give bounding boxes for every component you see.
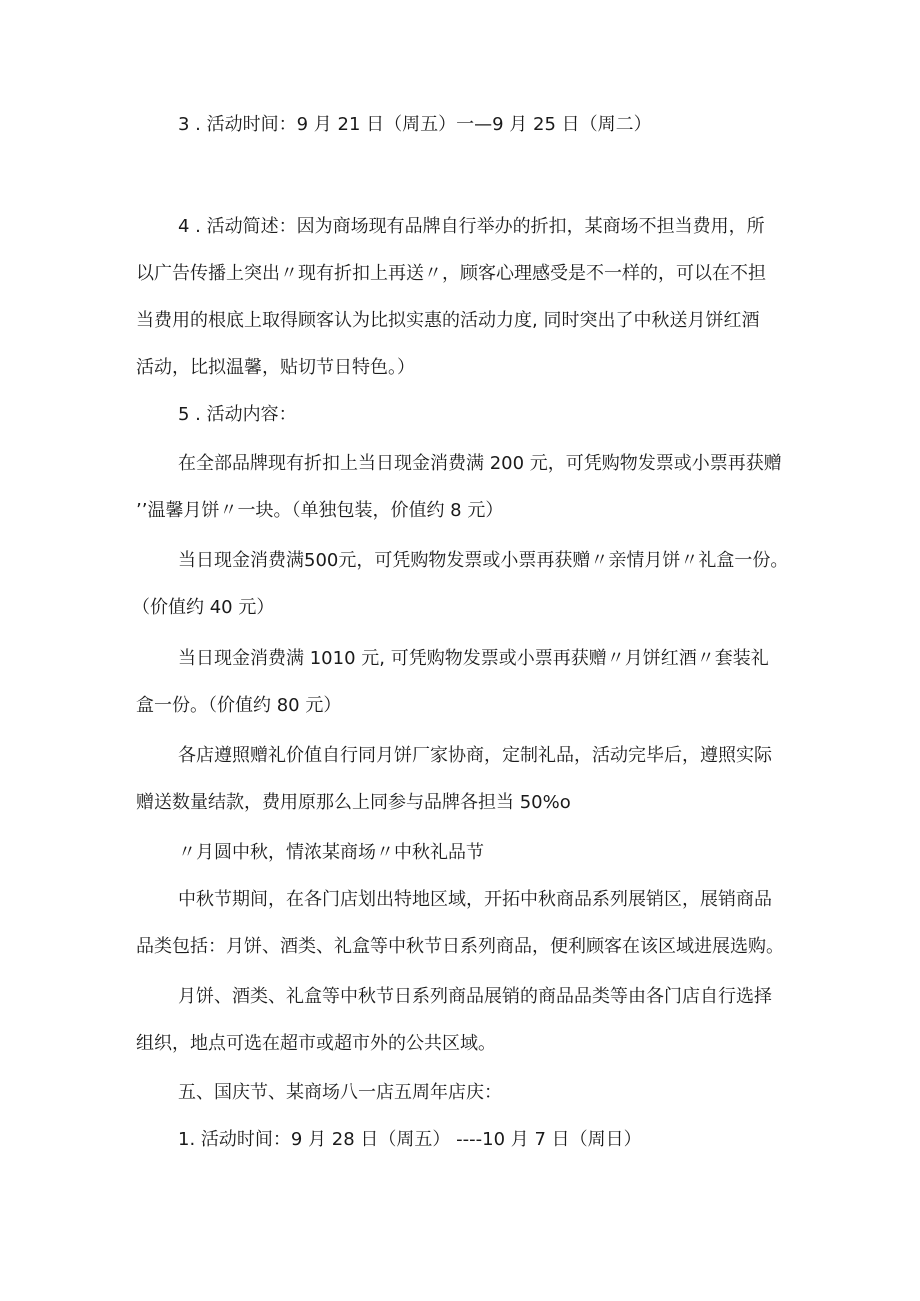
- text-line-festival-4: 组织，地点可选在超市或超市外的公共区域。: [136, 1033, 496, 1054]
- text-line-summary-2: 以广告传播上突出〃现有折扣上再送〃，顾客心理感受是不一样的，可以在不担: [136, 263, 766, 284]
- text-line-festival-3: 月饼、酒类、礼盒等中秋节日系列商品展销的商品品类等由各门店自行选择: [178, 986, 772, 1007]
- text-line-content-5: 当日现金消费满 1010 元, 可凭购物发票或小票再获赠〃月饼红酒〃套装礼: [178, 648, 769, 669]
- text-line-summary-4: 活动，比拟温馨，贴切节日特色。）: [136, 357, 415, 378]
- text-line-content-3: 当日现金消费满500元，可凭购物发票或小票再获赠〃亲情月饼〃礼盒一份。: [178, 550, 789, 571]
- text-line-festival-1: 中秋节期间，在各门店划出特地区域，开拓中秋商品系列展销区，展销商品: [178, 889, 772, 910]
- text-line-content-2: ’’温馨月饼〃一块。（单独包装，价值约 8 元）: [136, 500, 504, 521]
- text-line-content-8: 赠送数量结款，费用原那么上同参与品牌各担当 50%o: [136, 792, 571, 813]
- text-line-festival-2: 品类包括：月饼、酒类、礼盒等中秋节日系列商品，便利顾客在该区域进展选购。: [136, 936, 784, 957]
- text-line-activity-time-3: 3 . 活动时间：9 月 21 日（周五）一—9 月 25 日（周二）: [178, 114, 652, 135]
- text-line-content-1: 在全部品牌现有折扣上当日现金消费满 200 元，可凭购物发票或小票再获赠: [178, 453, 782, 474]
- text-line-festival-title: 〃月圆中秋，情浓某商场〃中秋礼品节: [178, 842, 484, 863]
- text-line-activity-time-1: 1. 活动时间：9 月 28 日（周五） ----10 月 7 日（周日）: [178, 1129, 642, 1150]
- text-line-summary-3: 当费用的根底上取得顾客认为比拟实惠的活动力度, 同时突出了中秋送月饼红酒: [136, 310, 760, 331]
- text-line-summary-1: 4 . 活动简述：因为商场现有品牌自行举办的折扣，某商场不担当费用，所: [178, 216, 765, 237]
- text-line-section-5-heading: 五、国庆节、某商场八一店五周年店庆：: [178, 1082, 502, 1103]
- text-line-content-7: 各店遵照赠礼价值自行同月饼厂家协商，定制礼品，活动完毕后，遵照实际: [178, 745, 772, 766]
- text-line-content-6: 盒一份。（价值约 80 元）: [136, 695, 342, 716]
- text-line-content-heading: 5 . 活动内容：: [178, 404, 297, 425]
- text-line-content-4: （价值约 40 元）: [132, 597, 275, 618]
